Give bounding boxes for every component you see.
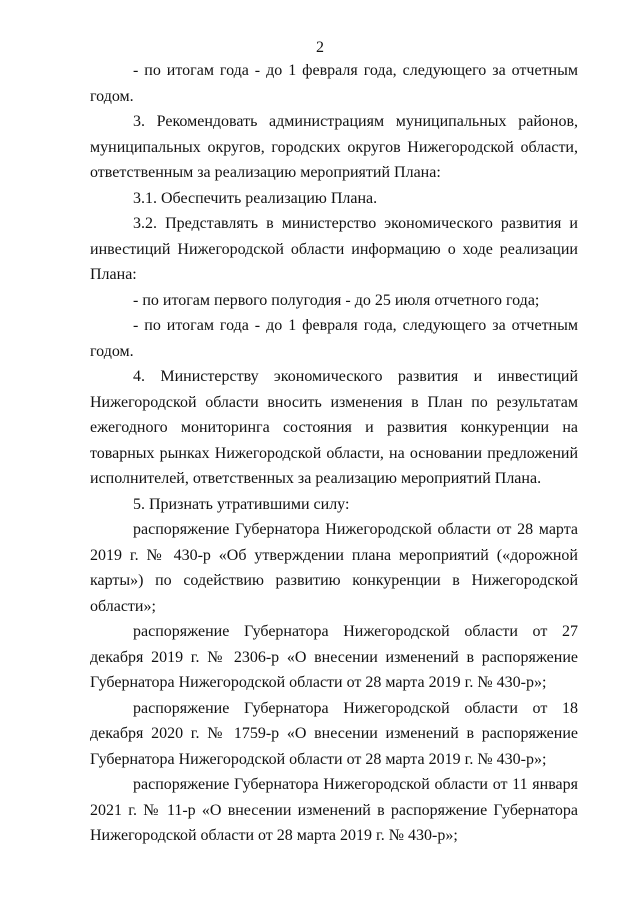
- paragraph-item-4: 4. Министерству экономического развития и инвестиций Нижегородской области вносить изменения в План по результатам ежегодного мониторинга состояния и развития конкуренции на товарных рынках Нижегородской области, на основании предложений исполнителей, ответственных за реализацию мероприятий Плана.: [90, 368, 578, 487]
- document-body: [90, 58, 578, 849]
- paragraph-year-deadline: - по итогам года - до 1 февраля года, следующего за отчетным годом.: [90, 317, 578, 360]
- paragraph-item-5: 5. Признать утратившими силу:: [133, 495, 350, 513]
- paragraph-annual-deadline: - по итогам года - до 1 февраля года, следующего за отчетным годом.: [90, 62, 578, 105]
- paragraph-item-3: 3. Рекомендовать администрациям муниципальных районов, муниципальных округов, городских округов Нижегородской области, ответственным за реализацию мероприятий Плана:: [90, 113, 578, 181]
- paragraph-half-year-deadline: - по итогам первого полугодия - до 25 июля отчетного года;: [133, 291, 540, 309]
- paragraph-order-11: распоряжение Губернатора Нижегородской области от 11 января 2021 г. № 11-р «О внесении изменений в распоряжение Губернатора Нижегородской области от 28 марта 2019 г. № 430-р»;: [90, 776, 578, 844]
- page-number: 2: [316, 39, 324, 56]
- paragraph-order-430: распоряжение Губернатора Нижегородской области от 28 марта 2019 г. № 430-р «Об утверждении плана мероприятий («дорожной карты») по содействию развитию конкуренции в Нижегородской области»;: [90, 521, 578, 615]
- paragraph-order-2306: распоряжение Губернатора Нижегородской области от 27 декабря 2019 г. № 2306-р «О внесении изменений в распоряжение Губернатора Нижегородской области от 28 марта 2019 г. № 430-р»;: [90, 623, 578, 691]
- paragraph-item-3-1: 3.1. Обеспечить реализацию Плана.: [133, 189, 378, 207]
- paragraph-order-1759: распоряжение Губернатора Нижегородской области от 18 декабря 2020 г. № 1759-р «О внесении изменений в распоряжение Губернатора Нижегородской области от 28 марта 2019 г. № 430-р»;: [90, 699, 578, 768]
- paragraph-item-3-2: 3.2. Представлять в министерство экономического развития и инвестиций Нижегородской области информацию о ходе реализации Плана:: [90, 215, 578, 283]
